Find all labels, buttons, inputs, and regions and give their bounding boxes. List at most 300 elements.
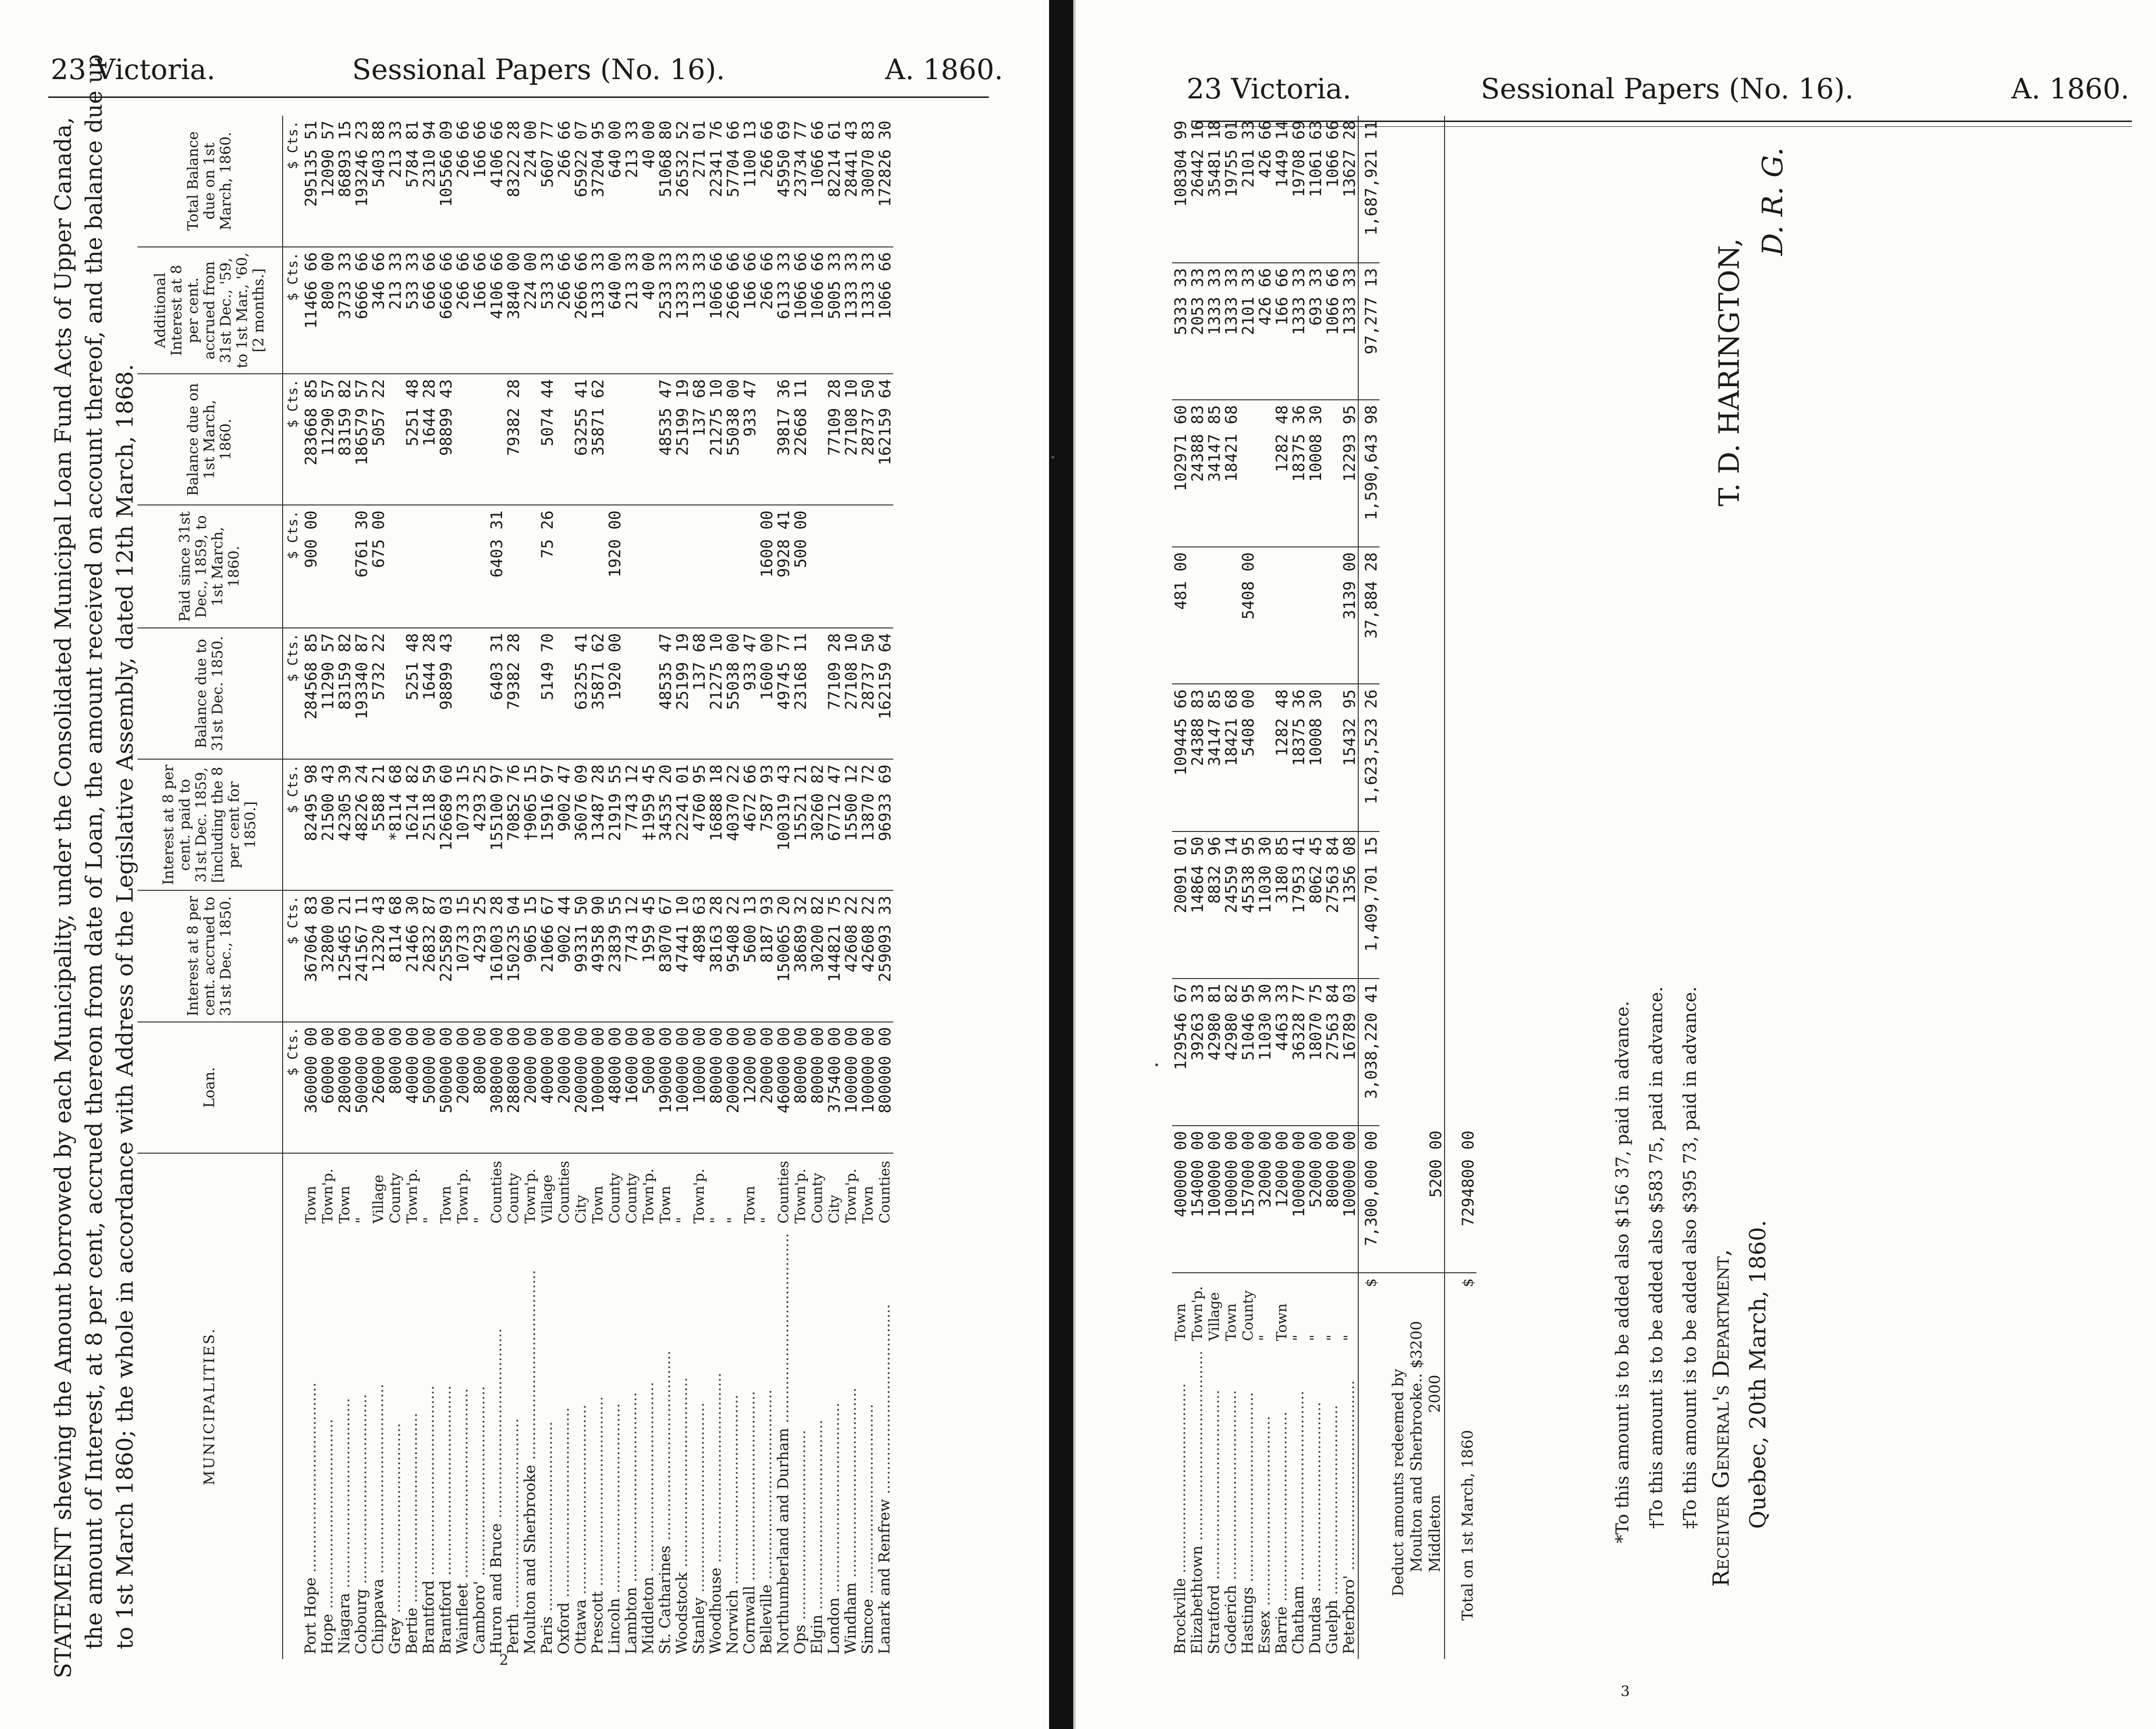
amount-cell: 48000 00 bbox=[606, 1022, 623, 1153]
amount-cell: 7743 12 bbox=[623, 890, 640, 1021]
footnote-3: ‡To this amount is to be added also $395 73, paid in advance. bbox=[1680, 986, 1700, 1529]
signature-block bbox=[1707, 147, 1794, 506]
table-row bbox=[1341, 116, 1358, 1659]
amount-cell: 4106 66 bbox=[488, 247, 505, 374]
amount-cell: 5600 13 bbox=[741, 890, 758, 1021]
municipality-name: Oxford ........................................ bbox=[555, 1407, 573, 1654]
amount-cell: 37204 95 bbox=[589, 116, 606, 247]
amount-cell: 271 01 bbox=[691, 116, 708, 247]
amount-cell: 13870 72 bbox=[860, 759, 876, 890]
table-row bbox=[860, 116, 876, 1659]
unit-cell: $ Cts. bbox=[283, 628, 302, 759]
amount-cell: 20000 00 bbox=[454, 1022, 471, 1153]
municipality-type: Town bbox=[1172, 1303, 1188, 1341]
amount-cell: 18421 68 bbox=[1223, 684, 1240, 831]
table-row bbox=[1324, 116, 1341, 1659]
amount-cell: 5607 77 bbox=[539, 116, 556, 247]
amount-cell: 1333 33 bbox=[860, 247, 876, 374]
book-spine bbox=[1049, 0, 1073, 1729]
amount-cell: 27108 10 bbox=[843, 628, 860, 759]
dot-leader: ........................................ bbox=[623, 1392, 640, 1587]
printers-mark-2 bbox=[1051, 456, 1054, 459]
municipality-type: " bbox=[353, 1217, 369, 1224]
amount-cell bbox=[809, 505, 826, 627]
amount-cell bbox=[826, 505, 843, 627]
deduct-line-2: Middleton bbox=[1426, 1495, 1444, 1572]
amount-cell: 100000 00 bbox=[1206, 1126, 1223, 1273]
amount-cell: 28737 50 bbox=[860, 628, 876, 759]
municipality-name: St. Catharines ........................................ bbox=[656, 1350, 674, 1654]
amount-cell: 98899 43 bbox=[437, 374, 454, 505]
municipality-name: Belleville ........................................ bbox=[758, 1389, 775, 1654]
deduct-line-1-amount: $3200 bbox=[1408, 1321, 1425, 1369]
amount-cell bbox=[1324, 684, 1341, 831]
table-row bbox=[319, 116, 336, 1659]
amount-cell: 83159 82 bbox=[336, 374, 353, 505]
amount-cell: 45950 69 bbox=[775, 116, 792, 247]
municipality-type: Village bbox=[539, 1174, 555, 1224]
amount-cell: 65922 07 bbox=[573, 116, 589, 247]
amount-cell: 460000 00 bbox=[775, 1022, 792, 1153]
amount-cell: 32000 00 bbox=[1256, 1126, 1273, 1273]
table-row bbox=[488, 116, 505, 1659]
dot-leader: ........................................ bbox=[656, 1350, 674, 1546]
unit-cell: $ Cts. bbox=[283, 1022, 302, 1153]
amount-cell: 100000 00 bbox=[589, 1022, 606, 1153]
amount-cell: 11030 30 bbox=[1256, 831, 1273, 979]
amount-cell bbox=[387, 374, 404, 505]
amount-cell: 16888 18 bbox=[708, 759, 724, 890]
table-row bbox=[471, 116, 488, 1659]
municipality-name: Northumberland and Durham ........................................ bbox=[775, 1233, 792, 1654]
amount-cell bbox=[657, 505, 674, 627]
municipality-type: Town'p. bbox=[319, 1169, 336, 1224]
amount-cell: 1333 33 bbox=[589, 247, 606, 374]
amount-cell: 125465 21 bbox=[336, 890, 353, 1021]
amount-cell: 10733 15 bbox=[454, 890, 471, 1021]
amount-cell: 18375 36 bbox=[1290, 684, 1307, 831]
dot-leader: ........................................ bbox=[420, 1385, 437, 1580]
dot-leader: ........................................ bbox=[1273, 1411, 1290, 1606]
amount-cell: 193246 23 bbox=[353, 116, 370, 247]
ledger-body-left bbox=[283, 116, 893, 1659]
municipality-type: Town'p. bbox=[691, 1169, 707, 1224]
table-row bbox=[1206, 116, 1223, 1659]
amount-cell bbox=[1240, 400, 1256, 547]
ledger-table-continued bbox=[1172, 116, 1476, 1659]
amount-cell: 1356 08 bbox=[1341, 831, 1358, 979]
amount-cell: 3139 00 bbox=[1341, 547, 1358, 684]
amount-cell: 42980 82 bbox=[1223, 979, 1240, 1126]
dot-leader: ........................................ bbox=[1222, 1390, 1240, 1585]
dot-leader: ........................................ bbox=[606, 1403, 623, 1598]
municipality-type: Town bbox=[741, 1185, 758, 1224]
amount-cell bbox=[843, 505, 860, 627]
amount-cell: 96933 69 bbox=[876, 759, 893, 890]
amount-cell: 280000 00 bbox=[336, 1022, 353, 1153]
table-row bbox=[302, 116, 319, 1659]
municipality-name: Woodstock ........................................ bbox=[673, 1377, 691, 1654]
amount-cell: 26442 16 bbox=[1189, 116, 1206, 263]
dot-leader: ........................................ bbox=[1188, 1350, 1206, 1546]
municipality-type: County bbox=[505, 1172, 521, 1224]
amount-cell: 5074 44 bbox=[539, 374, 556, 505]
dot-leader: ........................................ bbox=[521, 1270, 539, 1465]
amount-cell: 1644 28 bbox=[421, 628, 437, 759]
amount-cell: 266 66 bbox=[758, 247, 775, 374]
amount-cell: 533 33 bbox=[539, 247, 556, 374]
amount-cell bbox=[1307, 547, 1324, 684]
amount-cell: 42305 39 bbox=[336, 759, 353, 890]
amount-cell: 22341 76 bbox=[708, 116, 724, 247]
amount-cell: 35481 18 bbox=[1206, 116, 1223, 263]
amount-cell: 426 66 bbox=[1256, 116, 1273, 263]
municipality-type: Counties bbox=[876, 1160, 893, 1224]
dot-leader: ........................................ bbox=[876, 1304, 893, 1499]
municipality-name: Perth ........................................ bbox=[505, 1418, 522, 1654]
amount-cell: 32800 00 bbox=[319, 890, 336, 1021]
municipality-name: Lanark and Renfrew ........................................ bbox=[876, 1304, 893, 1654]
amount-cell: 133 33 bbox=[691, 247, 708, 374]
amount-cell: 19755 01 bbox=[1223, 116, 1240, 263]
amount-cell: 693 33 bbox=[1307, 263, 1324, 400]
amount-cell bbox=[556, 505, 573, 627]
table-row bbox=[640, 116, 657, 1659]
amount-cell: 675 00 bbox=[370, 505, 387, 627]
amount-cell bbox=[809, 628, 826, 759]
municipality-type: Town bbox=[302, 1185, 319, 1224]
amount-cell: 28737 50 bbox=[860, 374, 876, 505]
amount-cell: 8187 93 bbox=[758, 890, 775, 1021]
amount-cell: 5784 81 bbox=[404, 116, 421, 247]
municipality-name: Cobourg ........................................ bbox=[353, 1394, 370, 1654]
amount-cell: 50000 00 bbox=[421, 1022, 437, 1153]
municipality-type: " bbox=[1290, 1334, 1307, 1341]
amount-cell: 42608 22 bbox=[843, 890, 860, 1021]
amount-cell: 55038 00 bbox=[724, 374, 741, 505]
amount-cell: 162159 64 bbox=[876, 628, 893, 759]
dot-leader: ........................................ bbox=[791, 1429, 809, 1625]
municipality-type: Counties bbox=[775, 1160, 791, 1224]
table-row bbox=[1223, 116, 1240, 1659]
unit-cell: $ Cts. bbox=[283, 374, 302, 505]
ledger-table bbox=[137, 116, 893, 1659]
dot-leader: ........................................ bbox=[640, 1382, 657, 1577]
amount-cell: 1066 66 bbox=[809, 116, 826, 247]
dot-leader: ........................................ bbox=[555, 1407, 573, 1603]
amount-cell: 15521 21 bbox=[792, 759, 809, 890]
dot-leader: ........................................ bbox=[1172, 1383, 1189, 1578]
amount-cell: 426 66 bbox=[1256, 263, 1273, 400]
amount-cell: 42980 81 bbox=[1206, 979, 1223, 1126]
amount-cell: 1333 33 bbox=[674, 247, 691, 374]
amount-cell bbox=[336, 505, 353, 627]
header-total-balance: Total Balance due on 1st March, 1860. bbox=[137, 116, 283, 247]
amount-cell bbox=[522, 374, 539, 505]
amount-cell: 266 66 bbox=[454, 247, 471, 374]
municipality-type: " bbox=[1307, 1334, 1324, 1341]
municipality-type: Town'p. bbox=[640, 1169, 656, 1224]
municipality-type: " bbox=[421, 1217, 437, 1224]
amount-cell: 27108 10 bbox=[843, 374, 860, 505]
amount-cell bbox=[1256, 547, 1273, 684]
dot-leader: ........................................ bbox=[505, 1418, 522, 1613]
amount-cell bbox=[387, 505, 404, 627]
amount-cell: 20000 00 bbox=[556, 1022, 573, 1153]
municipality-type: " bbox=[674, 1217, 690, 1224]
amount-cell: 83159 82 bbox=[336, 628, 353, 759]
amount-cell: 34147 85 bbox=[1206, 684, 1223, 831]
total-balance-march: 1,590,643 98 bbox=[1358, 400, 1379, 547]
deduct-row bbox=[1379, 116, 1445, 1659]
amount-cell: 35871 62 bbox=[589, 628, 606, 759]
amount-cell: 51068 80 bbox=[657, 116, 674, 247]
amount-cell bbox=[809, 374, 826, 505]
amount-cell: 4760 95 bbox=[691, 759, 708, 890]
total-additional-interest: 97,277 13 bbox=[1358, 263, 1379, 400]
amount-cell: 10008 30 bbox=[1307, 400, 1324, 547]
amount-cell: 500000 00 bbox=[437, 1022, 454, 1153]
amount-cell bbox=[1273, 547, 1290, 684]
amount-cell: 6761 30 bbox=[353, 505, 370, 627]
amount-cell: 360000 00 bbox=[302, 1022, 319, 1153]
amount-cell: 3840 00 bbox=[505, 247, 522, 374]
printers-mark bbox=[1155, 1063, 1158, 1066]
amount-cell: 80000 00 bbox=[792, 1022, 809, 1153]
municipality-type: Counties bbox=[556, 1160, 572, 1224]
amount-cell: 224 00 bbox=[522, 247, 539, 374]
amount-cell: 5732 22 bbox=[370, 628, 387, 759]
amount-cell: 16214 82 bbox=[404, 759, 421, 890]
amount-cell bbox=[1189, 547, 1206, 684]
amount-cell: 800000 00 bbox=[876, 1022, 893, 1153]
municipality-name: Lincoln ........................................ bbox=[606, 1403, 623, 1654]
amount-cell: 1066 66 bbox=[1324, 263, 1341, 400]
amount-cell: 4898 63 bbox=[691, 890, 708, 1021]
amount-cell: 166 66 bbox=[471, 116, 488, 247]
amount-cell bbox=[573, 505, 589, 627]
municipality-name: Elgin ........................................ bbox=[808, 1419, 826, 1654]
header-row bbox=[137, 116, 283, 1659]
municipality-type: County bbox=[606, 1172, 623, 1224]
dot-leader: ........................................ bbox=[690, 1402, 708, 1598]
amount-cell: 11030 30 bbox=[1256, 979, 1273, 1126]
amount-cell: 24559 14 bbox=[1223, 831, 1240, 979]
municipality-type: " bbox=[758, 1217, 775, 1224]
amount-cell bbox=[623, 374, 640, 505]
table-row bbox=[1189, 116, 1206, 1659]
table-row bbox=[826, 116, 843, 1659]
amount-cell: 900 00 bbox=[302, 505, 319, 627]
municipality-name: Simcoe ........................................ bbox=[859, 1404, 876, 1654]
unit-cell: $ Cts. bbox=[283, 759, 302, 890]
amount-cell: 1100 13 bbox=[741, 116, 758, 247]
signatory-title: D. R. G. bbox=[1756, 147, 1789, 256]
amount-cell bbox=[454, 374, 471, 505]
municipality-name: Stanley ........................................ bbox=[690, 1402, 708, 1654]
amount-cell: 150065 20 bbox=[775, 890, 792, 1021]
amount-cell: 266 66 bbox=[454, 116, 471, 247]
left-header-rule bbox=[48, 96, 989, 98]
amount-cell: 1066 66 bbox=[809, 247, 826, 374]
amount-cell: 12000 00 bbox=[1273, 1126, 1290, 1273]
table-row bbox=[792, 116, 809, 1659]
amount-cell: 6666 66 bbox=[437, 247, 454, 374]
amount-cell: 11061 63 bbox=[1307, 116, 1324, 263]
municipality-name: Dundas ........................................ bbox=[1307, 1402, 1324, 1654]
amount-cell: 57704 66 bbox=[724, 116, 741, 247]
municipality-name: Camboro' ........................................ bbox=[471, 1386, 488, 1654]
dot-leader: ........................................ bbox=[386, 1423, 404, 1618]
table-row bbox=[1240, 116, 1256, 1659]
amount-cell: 13487 28 bbox=[589, 759, 606, 890]
amount-cell: 60000 00 bbox=[319, 1022, 336, 1153]
table-row bbox=[606, 116, 623, 1659]
amount-cell bbox=[488, 374, 505, 505]
amount-cell: 137 68 bbox=[691, 374, 708, 505]
amount-cell: 1333 33 bbox=[1206, 263, 1223, 400]
amount-cell: 5408 00 bbox=[1240, 684, 1256, 831]
amount-cell: 1959 45 bbox=[640, 890, 657, 1021]
amount-cell: 51046 95 bbox=[1240, 979, 1256, 1126]
municipality-type: City bbox=[826, 1195, 842, 1224]
amount-cell bbox=[454, 505, 471, 627]
amount-cell: 2533 33 bbox=[657, 247, 674, 374]
dot-leader: ........................................ bbox=[471, 1386, 488, 1581]
amount-cell: 80000 00 bbox=[708, 1022, 724, 1153]
amount-cell bbox=[556, 628, 573, 759]
final-total-currency: $ bbox=[1445, 1273, 1476, 1346]
amount-cell: 26532 52 bbox=[674, 116, 691, 247]
amount-cell bbox=[708, 505, 724, 627]
dot-leader: ........................................ bbox=[724, 1394, 741, 1590]
amount-cell: 266 66 bbox=[758, 116, 775, 247]
amount-cell: 4293 25 bbox=[471, 890, 488, 1021]
header-paid-since: Paid since 31st Dec., 1859, to 1st March, 1860. bbox=[137, 505, 283, 627]
amount-cell: 11466 66 bbox=[302, 247, 319, 374]
table-row bbox=[421, 116, 437, 1659]
amount-cell: 16789 03 bbox=[1341, 979, 1358, 1126]
amount-cell: 1600 00 bbox=[758, 505, 775, 627]
dot-leader: ........................................ bbox=[859, 1404, 876, 1599]
right-header-year: A. 1860. bbox=[2011, 72, 2129, 105]
amount-cell: 34147 85 bbox=[1206, 400, 1223, 547]
municipality-type: Town bbox=[657, 1185, 673, 1224]
amount-cell bbox=[471, 374, 488, 505]
amount-cell: 77109 28 bbox=[826, 628, 843, 759]
municipality-name: Ops ........................................ bbox=[791, 1429, 809, 1654]
amount-cell: 100000 00 bbox=[1223, 1126, 1240, 1273]
amount-cell: 1333 33 bbox=[1341, 263, 1358, 400]
table-row bbox=[1172, 116, 1189, 1659]
amount-cell: 40000 00 bbox=[404, 1022, 421, 1153]
amount-cell: 213 33 bbox=[623, 116, 640, 247]
dot-leader: ........................................ bbox=[488, 1328, 505, 1524]
amount-cell: 1600 00 bbox=[758, 628, 775, 759]
municipality-type: City bbox=[573, 1195, 589, 1224]
amount-cell: 38689 32 bbox=[792, 890, 809, 1021]
municipality-name: Moulton and Sherbrooke ........................................ bbox=[521, 1270, 539, 1654]
municipality-type: County bbox=[1240, 1290, 1256, 1341]
dot-leader: ........................................ bbox=[707, 1373, 724, 1568]
ledger-totals bbox=[1358, 116, 1476, 1659]
dot-leader: ........................................ bbox=[825, 1402, 843, 1598]
municipality-type: Town'p. bbox=[404, 1169, 420, 1224]
amount-cell: 109445 66 bbox=[1172, 684, 1189, 831]
amount-cell bbox=[606, 374, 623, 505]
table-row bbox=[843, 116, 860, 1659]
amount-cell: 83222 28 bbox=[505, 116, 522, 247]
left-header-year: A. 1860. bbox=[885, 53, 1003, 86]
left-header-session: 23 Victoria. bbox=[51, 53, 216, 86]
ledger-body-right bbox=[1172, 116, 1358, 1659]
deduct-sum: 5200 00 bbox=[1379, 1126, 1445, 1273]
municipality-type: Town'p. bbox=[843, 1169, 859, 1224]
municipality-name: Bertie ........................................ bbox=[403, 1413, 421, 1654]
amount-cell: 166 66 bbox=[1273, 263, 1290, 400]
amount-cell: 5005 33 bbox=[826, 247, 843, 374]
dot-leader: ........................................ bbox=[1290, 1390, 1307, 1586]
amount-cell: 13627 28 bbox=[1341, 116, 1358, 263]
municipality-type: Town bbox=[1223, 1303, 1239, 1341]
final-total-row bbox=[1445, 116, 1476, 1659]
table-row bbox=[876, 116, 893, 1659]
amount-cell: 7743 12 bbox=[623, 759, 640, 890]
amount-cell: *8114 68 bbox=[387, 759, 404, 890]
amount-cell: 15432 95 bbox=[1341, 684, 1358, 831]
amount-cell: 102971 60 bbox=[1172, 400, 1189, 547]
amount-cell bbox=[522, 628, 539, 759]
municipality-name: Hope ........................................ bbox=[319, 1419, 336, 1654]
amount-cell bbox=[1256, 684, 1273, 831]
amount-cell: 10000 00 bbox=[691, 1022, 708, 1153]
amount-cell bbox=[1223, 547, 1240, 684]
amount-cell: 100319 43 bbox=[775, 759, 792, 890]
amount-cell: 23168 11 bbox=[792, 628, 809, 759]
municipality-type: Town bbox=[589, 1185, 606, 1224]
amount-cell: 154000 00 bbox=[1189, 1126, 1206, 1273]
footnote-1: *To this amount is to be added also $156 37, paid in advance. bbox=[1613, 1001, 1633, 1543]
municipality-name: Brantford ........................................ bbox=[437, 1385, 454, 1654]
amount-cell: 375400 00 bbox=[826, 1022, 843, 1153]
municipality-type: Town'p. bbox=[792, 1169, 808, 1224]
amount-cell: 9928 41 bbox=[775, 505, 792, 627]
municipality-name: Niagara ........................................ bbox=[336, 1398, 353, 1654]
table-row bbox=[1307, 116, 1324, 1659]
amount-cell: 63255 41 bbox=[573, 374, 589, 505]
amount-cell: 10733 15 bbox=[454, 759, 471, 890]
amount-cell: 21919 55 bbox=[606, 759, 623, 890]
amount-cell: 500 00 bbox=[792, 505, 809, 627]
amount-cell: 20000 00 bbox=[758, 1022, 775, 1153]
right-page-number: 3 bbox=[1621, 1683, 1630, 1700]
amount-cell: 200000 00 bbox=[573, 1022, 589, 1153]
amount-cell: 86893 15 bbox=[336, 116, 353, 247]
amount-cell: 308000 00 bbox=[488, 1022, 505, 1153]
amount-cell: 21275 10 bbox=[708, 374, 724, 505]
amount-cell: †9065 15 bbox=[522, 759, 539, 890]
amount-cell: 190000 00 bbox=[657, 1022, 674, 1153]
amount-cell: 6403 31 bbox=[488, 628, 505, 759]
total-interest-accrued: 3,038,220 41 bbox=[1358, 979, 1379, 1126]
dot-leader: ........................................ bbox=[1256, 1416, 1273, 1611]
amount-cell: 1282 48 bbox=[1273, 400, 1290, 547]
amount-cell: 1066 66 bbox=[708, 247, 724, 374]
amount-cell: 95408 22 bbox=[724, 890, 741, 1021]
amount-cell: 2666 66 bbox=[724, 247, 741, 374]
amount-cell: 18421 68 bbox=[1223, 400, 1240, 547]
amount-cell: 100000 00 bbox=[1341, 1126, 1358, 1273]
